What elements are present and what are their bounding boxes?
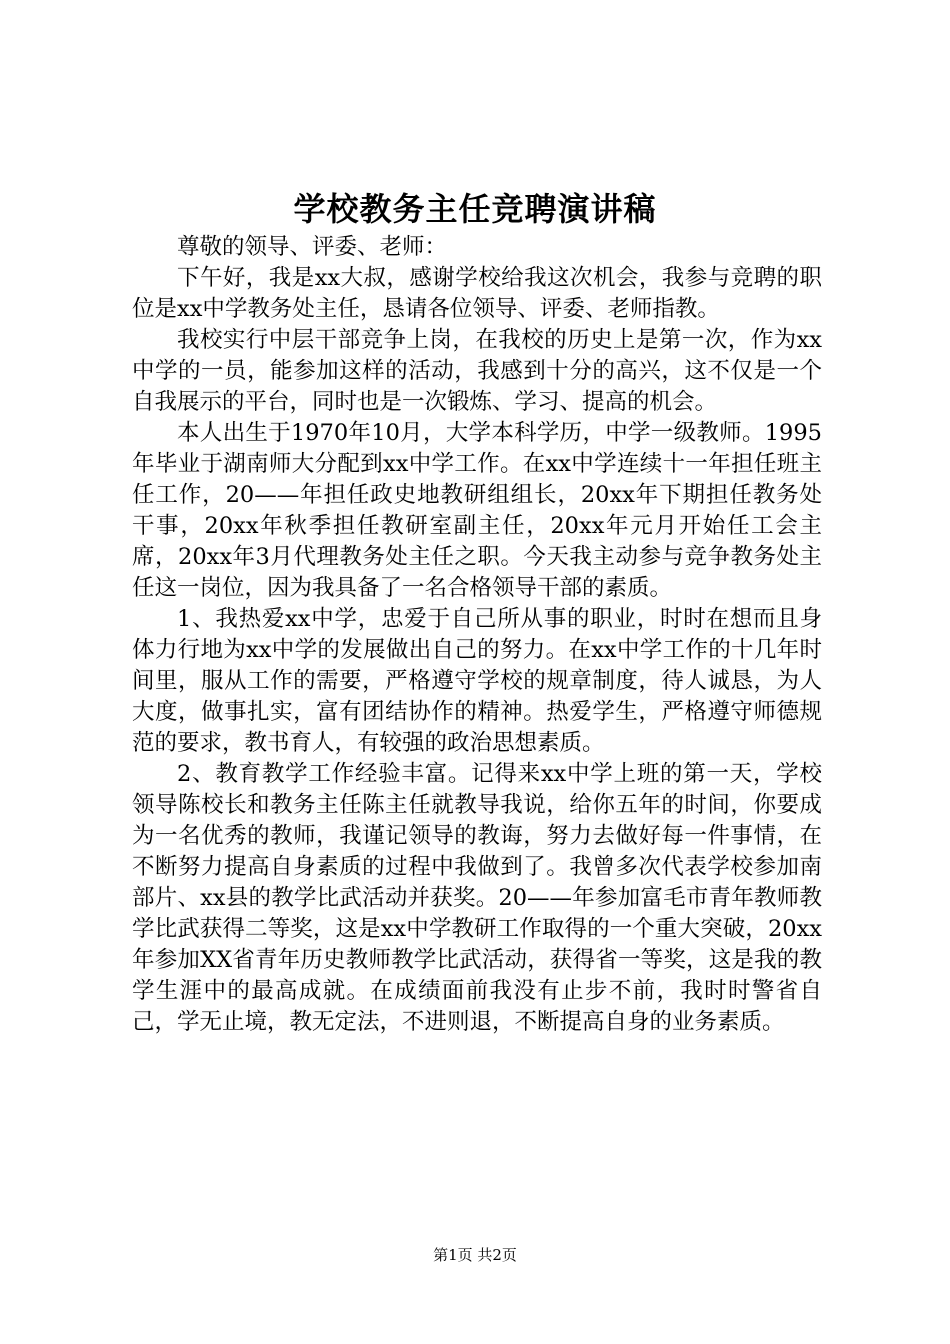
paragraph-salutation: 尊敬的领导、评委、老师： (177, 234, 448, 260)
paragraph-point-1: 1、我热爱xx中学，忠爱于自己所从事的职业，时时在想而且身体力行地为xx中学的发展做出自己的努力。在xx中学工作的十几年时间里，服从工作的需要，严格遵守学校的规章制度，待人诚恳，为人大度，做事扎实，富有团结协作的精神。热爱学生，严格遵守师德规范的要求，教书育人，有较强的政治思想素质。 (132, 606, 822, 756)
paragraph-point-2: 2、教育教学工作经验丰富。记得来xx中学上班的第一天，学校领导陈校长和教务主任陈主任就教导我说，给你五年的时间，你要成为一名优秀的教师，我谨记领导的教诲，努力去做好每一件事情，在不断努力提高自身素质的过程中我做到了。我曾多次代表学校参加南部片、xx县的教学比武活动并获奖。20——年参加富毛市青年教师教学比武获得二等奖，这是xx中学教研工作取得的一个重大突破，20xx年参加XX省青年历史教师教学比武活动，获得省一等奖，这是我的教学生涯中的最高成就。在成绩面前我没有止步不前，我时时警省自己，学无止境，教无定法，不进则退，不断提高自身的业务素质。 (132, 761, 822, 1035)
paragraph-context: 我校实行中层干部竞争上岗，在我校的历史上是第一次，作为xx中学的一员，能参加这样的活动，我感到十分的高兴，这不仅是一个自我展示的平台，同时也是一次锻炼、学习、提高的机会。 (132, 327, 822, 415)
document-title: 学校教务主任竞聘演讲稿 (293, 190, 657, 228)
paragraph-greeting: 下午好，我是xx大叔，感谢学校给我这次机会，我参与竞聘的职位是xx中学教务处主任，恳请各位领导、评委、老师指教。 (132, 265, 822, 322)
page-number-footer: 第1页 共2页 (433, 1246, 517, 1264)
paragraph-background: 本人出生于1970年10月，大学本科学历，中学一级教师。1995年毕业于湖南师大分配到xx中学工作。在xx中学连续十一年担任班主任工作，20——年担任政史地教研组组长，20xx年下期担任教务处干事，20xx年秋季担任教研室副主任，20xx年元月开始任工会主席，20xx年3月代理教务处主任之职。今天我主动参与竞争教务处主任这一岗位，因为我具备了一名合格领导干部的素质。 (132, 420, 822, 601)
document-body (132, 232, 822, 1038)
